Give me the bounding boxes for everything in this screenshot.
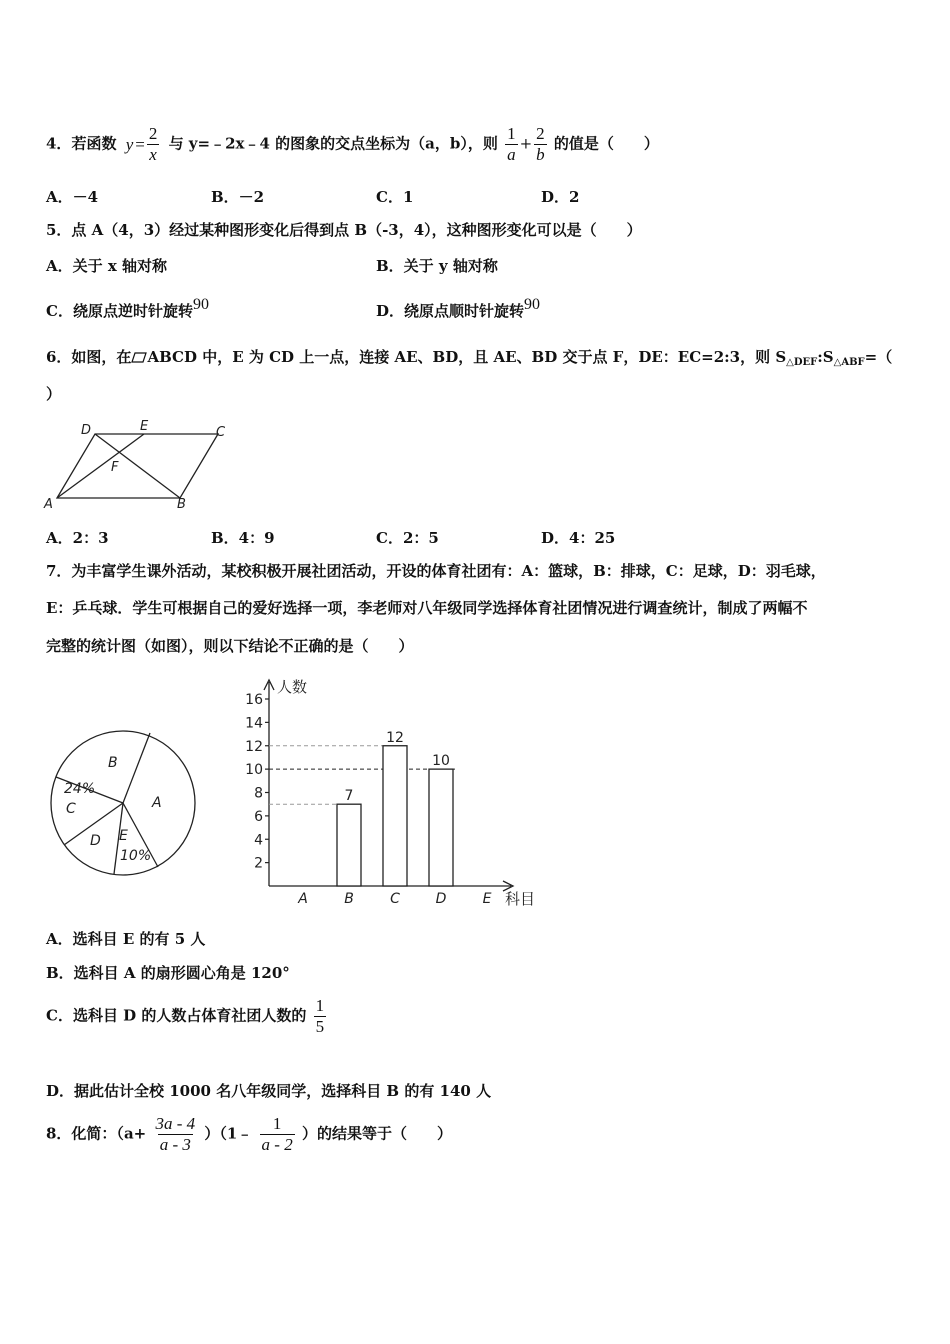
bar-C <box>383 746 407 886</box>
y-tick-label-10: 10 <box>245 762 263 779</box>
pie-label-e: E <box>119 828 128 844</box>
q4-prefix: 若函数 <box>71 134 117 153</box>
label-e: E <box>140 419 149 434</box>
q6-stem-close: ） <box>46 385 62 403</box>
q4-middle: 与 y=﹣2x﹣4 的图象的交点坐标为（a，b），则 <box>168 134 498 153</box>
bar-D <box>429 769 453 886</box>
pie-divider-ab <box>123 733 150 803</box>
parallelogram-icon <box>131 352 147 363</box>
pie-label-d: D <box>90 833 101 849</box>
q4-option-b[interactable]: B．－2 <box>211 188 265 206</box>
pie-label-c-pct: 24% <box>64 781 96 797</box>
q5-option-d-degree: 90 <box>524 296 541 313</box>
y-tick-label-8: 8 <box>254 785 263 802</box>
pie-label-a: A <box>152 795 162 811</box>
q7-stem-line2: E：乒乓球．学生可根据自己的爱好选择一项，李老师对八年级同学选择体育社团情况进行调查统计，制成了两幅不 <box>46 599 808 617</box>
q5-option-c-degree: 90 <box>192 296 209 313</box>
pie-chart <box>44 727 204 887</box>
q4-number: 4． <box>46 134 72 153</box>
bar-value-label-C: 12 <box>386 729 404 746</box>
bar-chart <box>235 672 545 912</box>
y-tick-label-4: 4 <box>254 832 263 849</box>
x-tick-label-C: C <box>390 891 400 907</box>
x-tick-label-B: B <box>344 891 354 907</box>
q7-option-a[interactable]: A．选科目 E 的有 5 人 <box>46 930 206 948</box>
q6-stem: 6．如图，在 ABCD 中，E 为 CD 上一点，连接 AE、BD，且 AE、BD 交于点 F，DE：EC=2:3，则 $S_{\triangle DEF}:S_{\triangle ABF}=$（ <box>46 348 893 368</box>
q8-fraction-2: $\frac{1}{a - 2}$ <box>261 1114 293 1154</box>
q6-option-c[interactable]: C．2：5 <box>376 529 439 547</box>
q4-option-d[interactable]: D．2 <box>541 188 580 206</box>
x-axis-label: 科目 <box>505 890 536 908</box>
pie-label-b: B <box>108 755 118 771</box>
q5-stem: 5．点 A（4，3）经过某种图形变化后得到点 B（-3，4），这种图形变化可以是（ ） <box>46 221 642 239</box>
q4-option-a[interactable]: A．－4 <box>46 188 99 206</box>
label-a: A <box>44 497 53 512</box>
y-tick-label-14: 14 <box>245 715 263 732</box>
bar-value-label-D: 10 <box>432 753 450 770</box>
q6-option-a[interactable]: A．2：3 <box>46 529 109 547</box>
label-f: F <box>111 460 119 475</box>
q4-stem: 4．若函数 y = $\frac{2}{x}$ 与 y=﹣2x﹣4 的图象的交点坐标为（a，b），则 $\frac{1}{a}$ + $\frac{2}{b}$ 的值是（ ） <box>46 124 659 164</box>
q7-option-d[interactable]: D．据此估计全校 1000 名八年级同学，选择科目 B 的有 140 人 <box>46 1082 492 1100</box>
q6-option-d[interactable]: D．4：25 <box>541 529 616 547</box>
segment-ae <box>57 434 144 498</box>
q5-option-a[interactable]: A．关于 x 轴对称 <box>46 257 168 275</box>
q4-expr-frac1: $\frac{1}{a}$ <box>507 124 516 164</box>
q7-stem-line1: 7．为丰富学生课外活动，某校积极开展社团活动，开设的体育社团有：A：篮球，B：排球，C：足球，D：羽毛球， <box>46 562 826 580</box>
x-tick-label-A: A <box>298 891 308 907</box>
pie-label-e-pct: 10% <box>120 848 152 864</box>
q5-option-c[interactable]: C．绕原点逆时针旋转90 <box>46 296 209 320</box>
y-tick-label-16: 16 <box>245 692 263 708</box>
label-b: B <box>177 497 186 512</box>
y-axis-label: 人数 <box>277 678 308 696</box>
label-d: D <box>81 423 92 438</box>
y-tick-label-12: 12 <box>245 738 263 755</box>
q7-stem-line3: 完整的统计图（如图），则以下结论不正确的是（ ） <box>46 637 414 655</box>
q7-option-c-fraction: $\frac{1}{5}$ <box>315 996 325 1036</box>
q4-option-c[interactable]: C．1 <box>376 188 414 206</box>
parallelogram-figure <box>40 418 240 514</box>
bar-B <box>337 804 361 886</box>
q6-option-b[interactable]: B．4：9 <box>211 529 275 547</box>
bar-value-label-B: 7 <box>344 788 354 805</box>
q4-expr-frac2: $\frac{2}{b}$ <box>536 124 545 164</box>
y-tick-label-6: 6 <box>254 808 263 825</box>
q5-option-d[interactable]: D．绕原点顺时针旋转90 <box>376 296 541 320</box>
q5-option-b[interactable]: B．关于 y 轴对称 <box>376 257 498 275</box>
pie-label-c: C <box>66 801 76 817</box>
q8-stem: 8．化简：（a+ $\frac{3a - 4}{a - 3}$ ）（1﹣ $\frac{1}{a - 2}$ ）的结果等于（ ） <box>46 1114 452 1154</box>
x-tick-label-E: E <box>482 891 492 907</box>
x-tick-label-D: D <box>435 891 447 907</box>
q4-function: y = $\frac{2}{x}$ <box>125 124 158 164</box>
q7-option-b[interactable]: B．选科目 A 的扇形圆心角是 120° <box>46 964 290 982</box>
q8-fraction-1: $\frac{3a - 4}{a - 3}$ <box>155 1114 196 1154</box>
q4-suffix: 的值是（ ） <box>553 134 659 153</box>
q7-option-c[interactable]: C．选科目 D 的人数占体育社团人数的 $\frac{1}{5}$ <box>46 996 325 1036</box>
y-tick-label-2: 2 <box>254 855 263 872</box>
label-c: C <box>216 425 226 440</box>
segment-bd <box>95 434 180 498</box>
